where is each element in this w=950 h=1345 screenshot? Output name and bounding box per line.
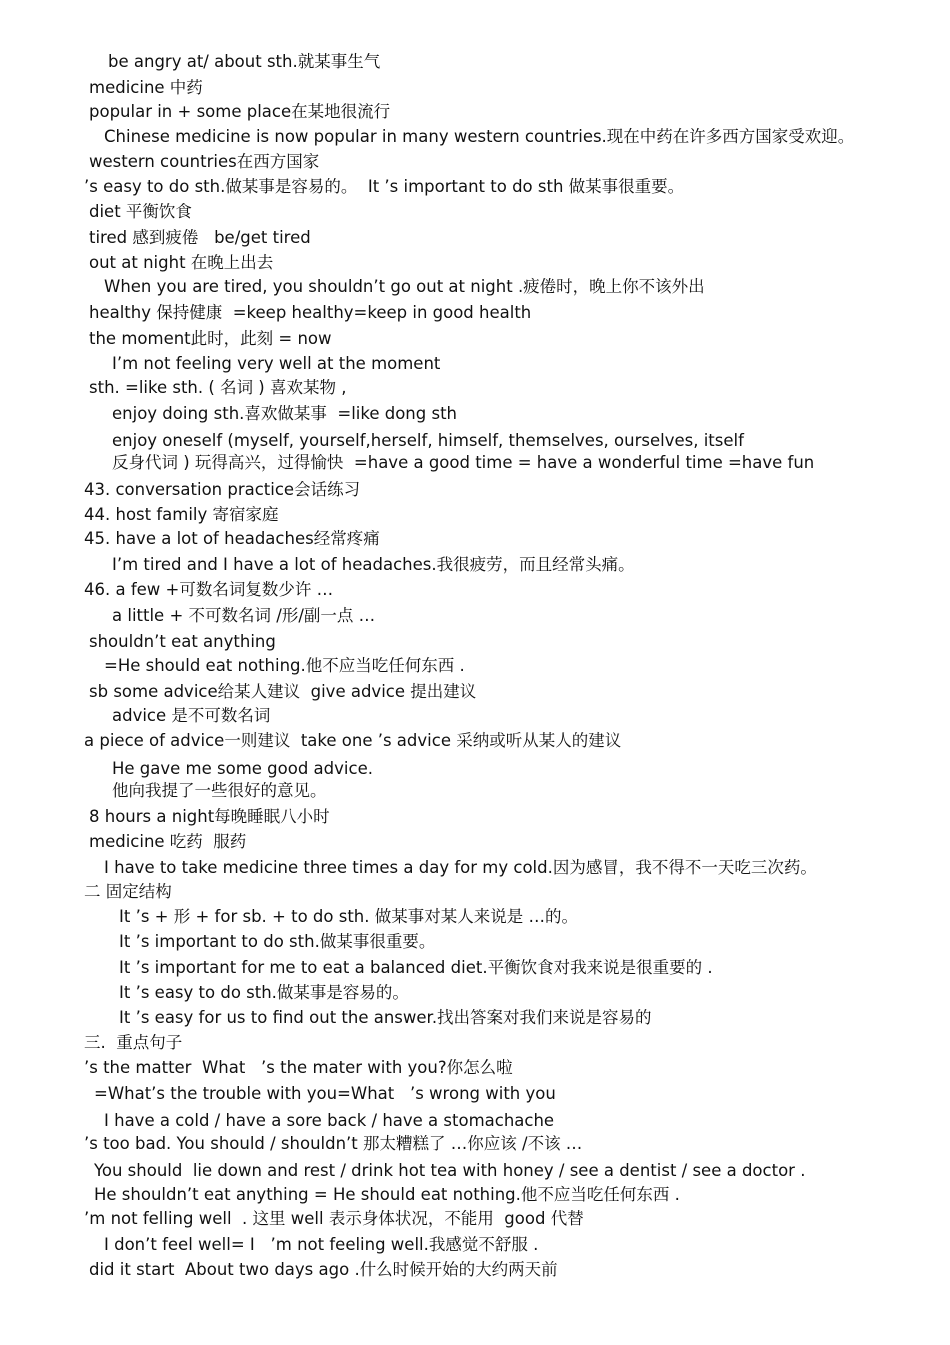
- text-line: be angry at/ about sth.就某事生气: [108, 52, 381, 71]
- text-line: I don’t feel well= I ’m not feeling well.我感觉不舒服 .: [104, 1235, 539, 1254]
- text-line: You should lie down and rest / drink hot tea with honey / see a dentist / see a doctor .: [94, 1161, 806, 1180]
- text-line: 反身代词 ) 玩得高兴，过得愉快 =have a good time = have a wonderful time =have fun: [112, 453, 815, 472]
- section-heading: 二 固定结构: [84, 882, 172, 901]
- text-line: It ’s easy for us to find out the answer.找出答案对我们来说是容易的: [119, 1008, 652, 1027]
- text-line: healthy 保持健康 =keep healthy=keep in good health: [89, 303, 532, 322]
- text-line: 45. have a lot of headaches经常疼痛: [84, 529, 380, 548]
- text-line: medicine 吃药 服药: [89, 832, 247, 851]
- text-line: a little + 不可数名词 /形/副一点 …: [112, 606, 376, 625]
- text-line: Chinese medicine is now popular in many western countries.现在中药在许多西方国家受欢迎。: [104, 127, 855, 146]
- text-line: ’s too bad. You should / shouldn’t 那太糟糕了 …你应该 /不该 …: [84, 1134, 583, 1153]
- text-line: =What’s the trouble with you=What ’s wrong with you: [94, 1084, 556, 1103]
- text-line: diet 平衡饮食: [89, 202, 192, 221]
- text-line: a piece of advice一则建议 take one ’s advice 采纳或听从某人的建议: [84, 731, 622, 750]
- text-line: I have to take medicine three times a day for my cold.因为感冒，我不得不一天吃三次药。: [104, 858, 817, 877]
- text-line: tired 感到疲倦 be/get tired: [89, 228, 311, 247]
- text-line: enjoy doing sth.喜欢做某事 =like dong sth: [112, 404, 458, 423]
- text-line: the moment此时，此刻 = now: [89, 329, 332, 348]
- section-heading: 三. 重点句子: [84, 1033, 183, 1052]
- text-line: 44. host family 寄宿家庭: [84, 505, 279, 524]
- text-line: sth. =like sth. ( 名词 ) 喜欢某物 ,: [89, 378, 347, 397]
- text-line: out at night 在晚上出去: [89, 253, 274, 272]
- text-line: 46. a few +可数名词复数少许 …: [84, 580, 334, 599]
- text-line: shouldn’t eat anything: [89, 632, 276, 651]
- text-line: advice 是不可数名词: [112, 706, 271, 725]
- text-line: =He should eat nothing.他不应当吃任何东西 .: [104, 656, 465, 675]
- text-line: popular in + some place在某地很流行: [89, 102, 391, 121]
- text-line: It ’s easy to do sth.做某事是容易的。: [119, 983, 409, 1002]
- text-line: ’s easy to do sth.做某事是容易的。 It ’s important to do sth 做某事很重要。: [84, 177, 685, 196]
- text-line: It ’s important to do sth.做某事很重要。: [119, 932, 436, 951]
- text-line: western countries在西方国家: [89, 152, 320, 171]
- text-line: enjoy oneself (myself, yourself,herself, himself, themselves, ourselves, itself: [112, 431, 744, 450]
- text-line: He shouldn’t eat anything = He should eat nothing.他不应当吃任何东西 .: [94, 1185, 680, 1204]
- text-line: I’m not feeling very well at the moment: [112, 354, 441, 373]
- text-line: 8 hours a night每晚睡眠八小时: [89, 807, 330, 826]
- text-line: It ’s important for me to eat a balanced diet.平衡饮食对我来说是很重要的 .: [119, 958, 713, 977]
- text-line: I have a cold / have a sore back / have a stomachache: [104, 1111, 555, 1130]
- text-line: did it start About two days ago .什么时候开始的大约两天前: [89, 1260, 558, 1279]
- text-line: 43. conversation practice会话练习: [84, 480, 361, 499]
- text-line: 他向我提了一些很好的意见。: [112, 781, 327, 800]
- text-line: ’s the matter What ’s the mater with you?你怎么啦: [84, 1058, 513, 1077]
- text-line: It ’s + 形 + for sb. + to do sth. 做某事对某人来说是 …的。: [119, 907, 578, 926]
- text-line: sb some advice给某人建议 give advice 提出建议: [89, 682, 477, 701]
- text-line: I’m tired and I have a lot of headaches.我很疲劳，而且经常头痛。: [112, 555, 635, 574]
- text-line: ’m not felling well . 这里 well 表示身体状况，不能用 good 代替: [84, 1209, 584, 1228]
- text-line: When you are tired, you shouldn’t go out at night .疲倦时，晚上你不该外出: [104, 277, 705, 296]
- text-line: He gave me some good advice.: [112, 759, 373, 778]
- text-line: medicine 中药: [89, 78, 203, 97]
